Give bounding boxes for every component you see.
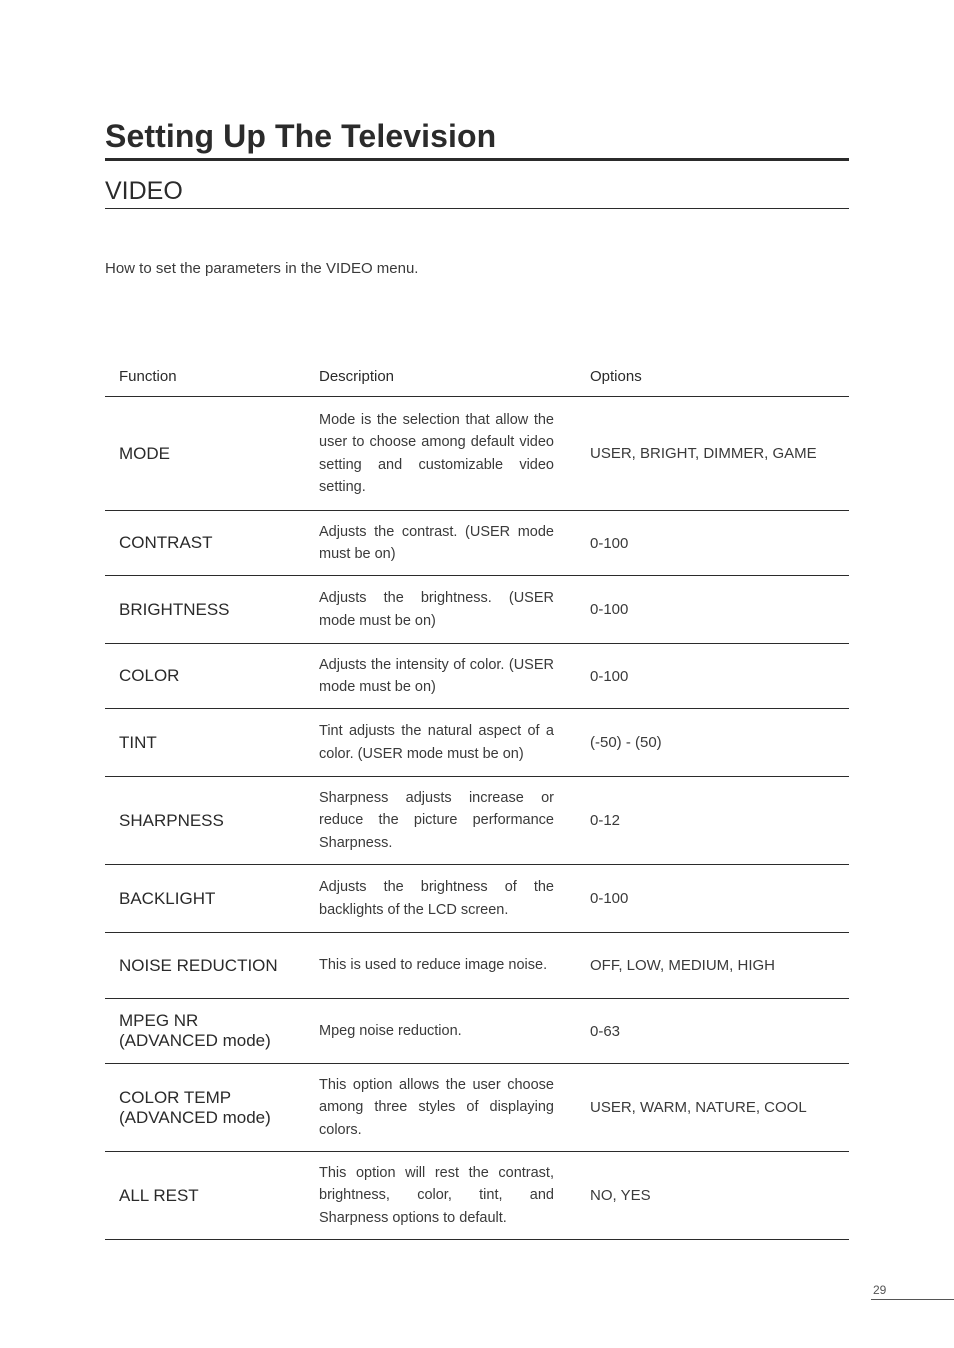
header-function: Function bbox=[105, 356, 305, 397]
options-cell: 0-12 bbox=[554, 777, 849, 865]
function-name: MPEG NR bbox=[119, 1011, 199, 1030]
header-description: Description bbox=[305, 356, 554, 397]
options-cell: 0-100 bbox=[554, 644, 849, 709]
function-cell: TINT bbox=[105, 709, 305, 777]
table-row bbox=[105, 576, 849, 644]
function-mode-note: (ADVANCED mode) bbox=[119, 1031, 271, 1050]
description-cell: Adjusts the brightness of the backlights of the LCD screen. bbox=[305, 865, 554, 933]
function-cell: ALL REST bbox=[105, 1152, 305, 1240]
description-cell: This option allows the user choose among three styles of displaying colors. bbox=[305, 1064, 554, 1152]
table-row bbox=[105, 709, 849, 777]
description-cell: Sharpness adjusts increase or reduce the picture performance Sharpness. bbox=[305, 777, 554, 865]
options-cell: 0-100 bbox=[554, 511, 849, 576]
table-row bbox=[105, 397, 849, 511]
options-cell: USER, WARM, NATURE, COOL bbox=[554, 1064, 849, 1152]
table-row bbox=[105, 865, 849, 933]
title-divider bbox=[105, 158, 849, 161]
function-mode-note: (ADVANCED mode) bbox=[119, 1107, 271, 1127]
options-cell: 0-100 bbox=[554, 865, 849, 933]
function-name: COLOR TEMP bbox=[119, 1087, 232, 1107]
description-cell: Adjusts the intensity of color. (USER mode must be on) bbox=[305, 644, 554, 709]
function-cell: SHARPNESS bbox=[105, 777, 305, 865]
options-cell: 0-100 bbox=[554, 576, 849, 644]
table-row bbox=[105, 1064, 849, 1152]
description-cell: Tint adjusts the natural aspect of a color. (USER mode must be on) bbox=[305, 709, 554, 777]
options-cell: NO, YES bbox=[554, 1152, 849, 1240]
table-row bbox=[105, 511, 849, 576]
options-cell: OFF, LOW, MEDIUM, HIGH bbox=[554, 933, 849, 999]
section-title: VIDEO bbox=[105, 177, 183, 205]
video-settings-table bbox=[105, 356, 849, 1240]
function-cell: COLOR bbox=[105, 644, 305, 709]
description-cell: Adjusts the brightness. (USER mode must be on) bbox=[305, 576, 554, 644]
description-cell: Mpeg noise reduction. bbox=[305, 999, 554, 1064]
function-cell bbox=[105, 999, 305, 1064]
options-cell: (-50) - (50) bbox=[554, 709, 849, 777]
table-header-row bbox=[105, 356, 849, 397]
description-cell: Adjusts the contrast. (USER mode must be on) bbox=[305, 511, 554, 576]
table-row bbox=[105, 1152, 849, 1240]
description-cell: Mode is the selection that allow the user to choose among default video setting and customizable video setting. bbox=[305, 397, 554, 511]
function-cell: MODE bbox=[105, 397, 305, 511]
table-row bbox=[105, 933, 849, 999]
section-divider bbox=[105, 208, 849, 209]
table-row bbox=[105, 777, 849, 865]
header-options: Options bbox=[554, 356, 849, 397]
function-cell: CONTRAST bbox=[105, 511, 305, 576]
function-cell: BRIGHTNESS bbox=[105, 576, 305, 644]
page-number-rule bbox=[871, 1299, 954, 1300]
description-cell: This option will rest the contrast, brightness, color, tint, and Sharpness options to default. bbox=[305, 1152, 554, 1240]
function-cell: NOISE REDUCTION bbox=[105, 933, 305, 999]
intro-text: How to set the parameters in the VIDEO menu. bbox=[105, 260, 419, 277]
table-row bbox=[105, 644, 849, 709]
description-cell: This is used to reduce image noise. bbox=[305, 933, 554, 999]
function-cell bbox=[105, 1064, 305, 1152]
page-number: 29 bbox=[873, 1283, 887, 1297]
table-row bbox=[105, 999, 849, 1064]
function-cell: BACKLIGHT bbox=[105, 865, 305, 933]
page-title: Setting Up The Television bbox=[105, 118, 497, 154]
options-cell: 0-63 bbox=[554, 999, 849, 1064]
options-cell: USER, BRIGHT, DIMMER, GAME bbox=[554, 397, 849, 511]
